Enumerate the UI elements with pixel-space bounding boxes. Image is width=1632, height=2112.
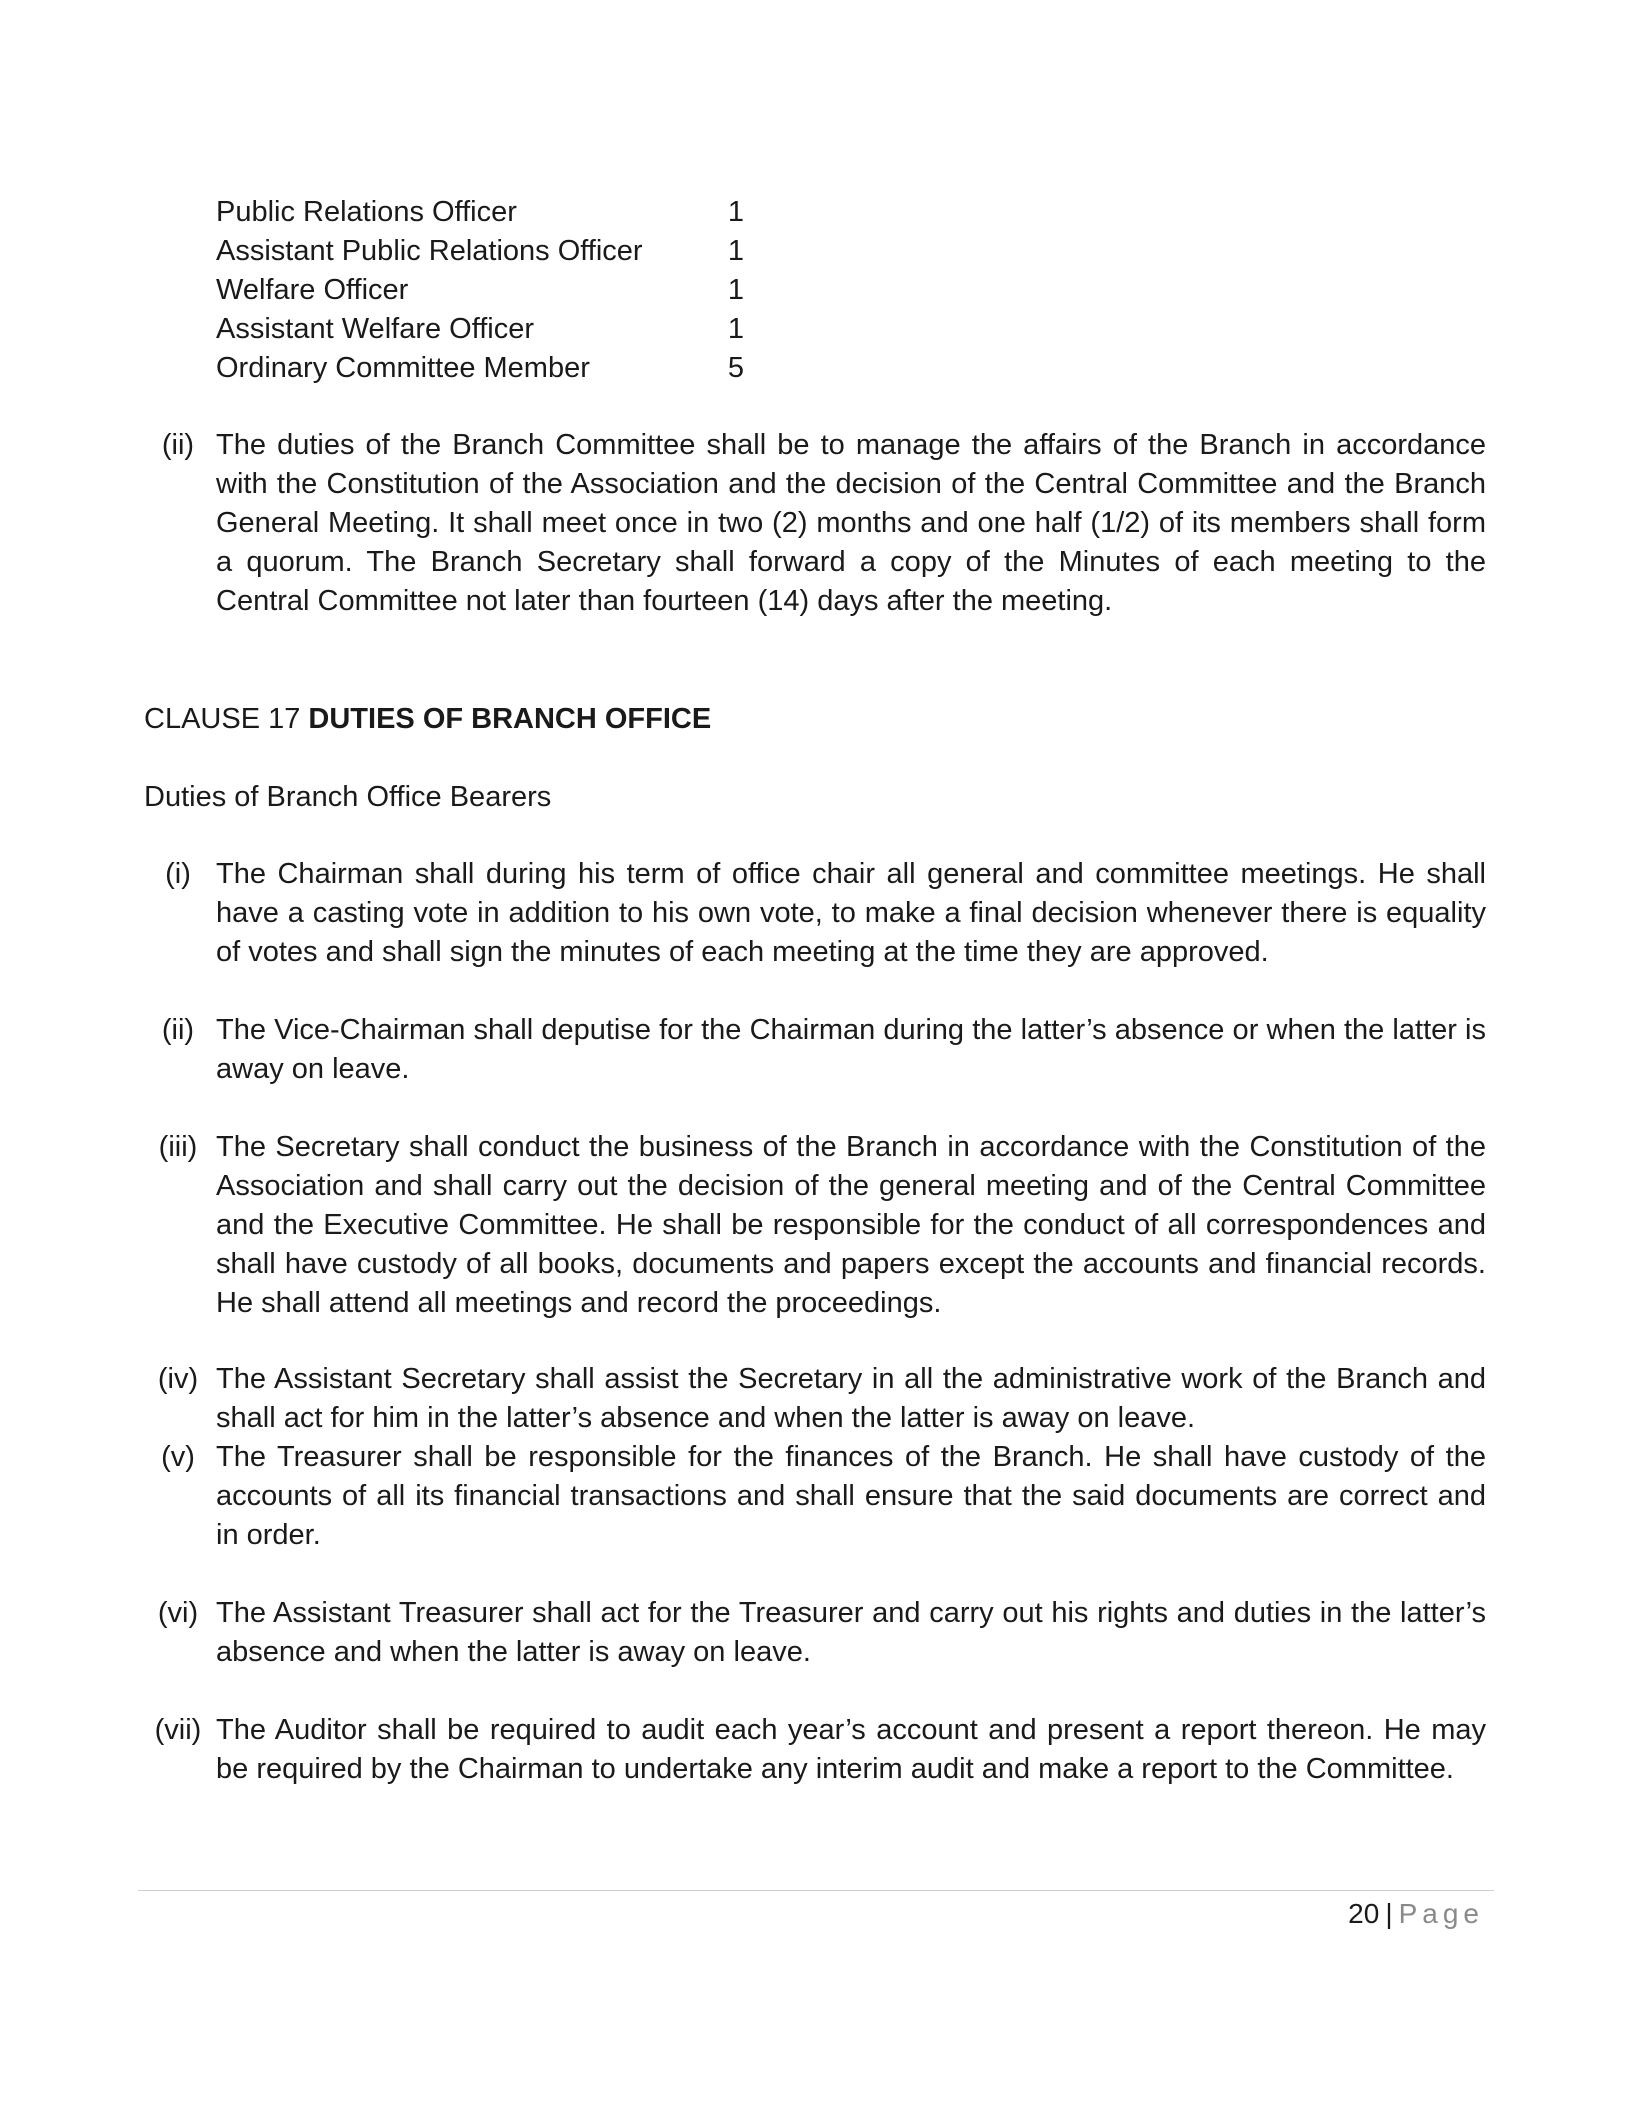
item-text: The Vice-Chairman shall deputise for the Chairman during the latter’s absence or when the latter is away on leave. xyxy=(216,1014,1486,1085)
duty-item xyxy=(140,1438,1490,1555)
officer-row xyxy=(216,232,756,271)
duty-item xyxy=(140,1711,1490,1789)
footer-divider xyxy=(138,1890,1494,1891)
officer-row xyxy=(216,271,756,310)
duty-item xyxy=(140,1128,1490,1323)
officer-count: 1 xyxy=(727,274,745,306)
page-label: Page xyxy=(1398,1898,1484,1929)
committee-duties-item xyxy=(140,426,1490,621)
officer-table xyxy=(216,193,756,388)
officer-count: 1 xyxy=(727,196,745,228)
officer-title: Ordinary Committee Member xyxy=(216,352,590,384)
page-number: 20 xyxy=(1348,1898,1380,1929)
officer-title: Assistant Welfare Officer xyxy=(216,313,535,345)
item-text: The Chairman shall during his term of office chair all general and committee meetings. He shall have a casting vote in addition to his own vote, to make a final decision whenever there is equality of votes and shall sign the minutes of each meeting at the time they are approved. xyxy=(216,858,1486,968)
item-text: The Secretary shall conduct the business of the Branch in accordance with the Constitution of the Association and shall carry out the decision of the general meeting and of the Central Committee and the Executive Committee. He shall be responsible for the conduct of all correspondences and shall have custody of all books, documents and papers except the accounts and financial records. He shall attend all meetings and record the proceedings. xyxy=(216,1131,1486,1319)
duty-item xyxy=(140,1594,1490,1672)
officer-count: 1 xyxy=(727,235,745,267)
item-text: The Assistant Secretary shall assist the Secretary in all the administrative work of the Branch and shall act for him in the latter’s absence and when the latter is away on leave. xyxy=(216,1363,1486,1434)
item-number: (iii) xyxy=(158,1131,198,1163)
duty-item xyxy=(140,1011,1490,1089)
item-number: (ii) xyxy=(161,1014,195,1046)
item-number: (i) xyxy=(165,858,191,890)
duty-item xyxy=(140,1360,1490,1438)
item-number: (v) xyxy=(161,1441,195,1473)
item-text: The Treasurer shall be responsible for the finances of the Branch. He shall have custody of the accounts of all its financial transactions and shall ensure that the said documents are correct and in order. xyxy=(216,1441,1486,1551)
clause-prefix: CLAUSE 17 xyxy=(144,703,301,735)
subheading: Duties of Branch Office Bearers xyxy=(144,781,552,813)
officer-count: 1 xyxy=(727,313,745,345)
footer-separator: | xyxy=(1385,1898,1393,1929)
item-number: (vi) xyxy=(157,1597,199,1629)
officer-row xyxy=(216,349,756,388)
officer-count: 5 xyxy=(727,352,745,384)
officer-title: Public Relations Officer xyxy=(216,196,517,228)
officer-row xyxy=(216,310,756,349)
item-text: The duties of the Branch Committee shall be to manage the affairs of the Branch in accordance with the Constitution of the Association and the decision of the Central Committee and the Branch General Meeting. It shall meet once in two (2) months and one half (1/2) of its members shall form a quorum. The Branch Secretary shall forward a copy of the Minutes of each meeting to the Central Committee not later than fourteen (14) days after the meeting. xyxy=(216,429,1486,617)
duty-item xyxy=(140,855,1490,972)
clause-heading xyxy=(144,700,711,739)
officer-title: Assistant Public Relations Officer xyxy=(216,235,643,267)
page-footer xyxy=(1348,1894,1484,1933)
item-text: The Assistant Treasurer shall act for the Treasurer and carry out his rights and duties in the latter’s absence and when the latter is away on leave. xyxy=(216,1597,1486,1668)
item-number: (vii) xyxy=(154,1714,202,1746)
officer-row xyxy=(216,193,756,232)
clause-title: DUTIES OF BRANCH OFFICE xyxy=(308,703,712,735)
item-text: The Auditor shall be required to audit each year’s account and present a report thereon. He may be required by the Chairman to undertake any interim audit and make a report to the Committee. xyxy=(216,1714,1486,1785)
officer-title: Welfare Officer xyxy=(216,274,409,306)
item-number: (ii) xyxy=(161,429,195,461)
item-number: (iv) xyxy=(157,1363,199,1395)
